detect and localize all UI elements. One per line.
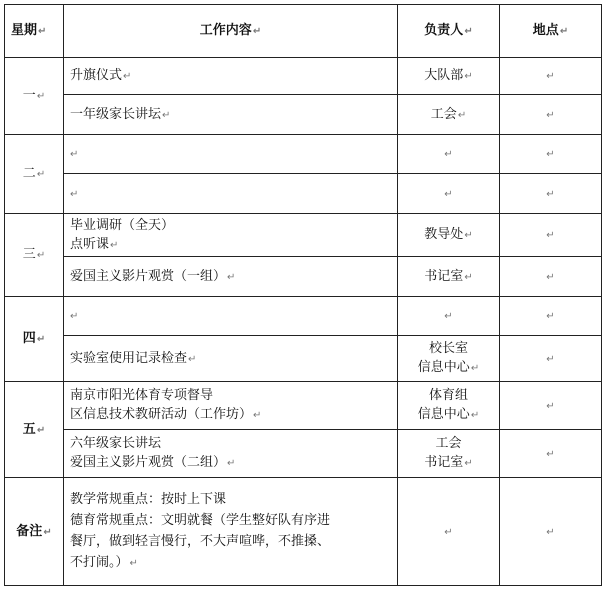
schedule-row [5,297,602,336]
header-content: 工作内容↵ [64,5,398,58]
person-line: 校长室 [428,341,468,356]
person-cell [398,430,500,478]
paragraph-mark: ↵ [162,109,171,121]
content-line: 升旗仪式↵ [70,68,132,83]
content-line: 区信息技术教研活动（工作坊）↵ [70,407,262,422]
schedule-row [5,430,602,478]
person-cell [398,174,500,214]
notes-label: 备注 [16,523,43,539]
paragraph-mark: ↵ [36,424,46,436]
paragraph-mark: ↵ [110,239,119,251]
schedule-row [5,135,602,174]
weekday-cell [5,214,64,297]
paragraph-mark: ↵ [253,410,262,421]
content-cell [64,174,398,214]
paragraph-mark: ↵ [123,71,132,82]
paragraph-mark: ↵ [227,271,236,283]
empty-cell-mark: ↵ [546,271,555,283]
empty-cell-mark: ↵ [546,526,555,538]
header-person: 负责人↵ [398,5,500,58]
person-cell [398,95,500,135]
person-line: 体育组 [428,388,468,403]
paragraph-mark: ↵ [464,458,473,469]
notes-line: 餐厅，做到轻言慢行，不大声喧哗，不推搡、 [70,534,331,549]
person-cell [398,135,500,174]
place-cell [500,430,602,478]
notes-row [5,478,602,586]
weekday-cell [5,297,64,382]
content-line: 爱国主义影片观赏（二组）↵ [70,455,236,470]
notes-line: 德育常规重点：文明就餐（学生整好队有序进 [70,513,331,528]
paragraph-mark: ↵ [457,109,467,121]
person-line: 大队部↵ [424,68,473,83]
paragraph-mark: ↵ [464,230,473,241]
person-cell [398,382,500,430]
empty-cell-mark: ↵ [546,188,555,200]
empty-cell-mark: ↵ [444,311,453,322]
person-cell [398,257,500,297]
empty-cell-mark: ↵ [546,400,555,412]
schedule-row [5,336,602,382]
paragraph-mark: ↵ [36,250,46,261]
person-line: 工会↵ [430,106,467,122]
person-line: 教导处↵ [424,227,473,242]
empty-cell-mark: ↵ [546,230,555,241]
weekday-cell [5,382,64,478]
notes-content-cell [64,478,398,586]
empty-cell-mark: ↵ [70,149,79,160]
paragraph-mark: ↵ [36,91,46,102]
place-cell [500,257,602,297]
paragraph-mark: ↵ [470,363,480,374]
content-cell [64,95,398,135]
content-cell [64,257,398,297]
weekday-cell [5,135,64,214]
paragraph-mark: ↵ [43,526,52,538]
paragraph-mark: ↵ [129,558,138,569]
header-row [5,5,602,58]
paragraph-mark: ↵ [227,458,236,469]
person-line: 信息中心↵ [417,360,480,375]
schedule-row [5,58,602,95]
content-line: 点听课↵ [70,236,119,252]
weekly-schedule-table [4,4,602,586]
person-line: 书记室↵ [424,455,473,470]
schedule-row [5,174,602,214]
person-cell [398,214,500,257]
empty-cell-mark: ↵ [546,448,555,460]
person-line: 信息中心↵ [417,407,480,422]
empty-cell-mark: ↵ [546,149,555,160]
place-cell [500,336,602,382]
weekday-label: 四 [22,331,36,346]
place-cell [500,382,602,430]
notes-label-cell [5,478,64,586]
person-line: 工会 [435,436,462,451]
paragraph-mark: ↵ [188,353,197,365]
content-cell [64,58,398,95]
weekday-label: 二 [22,166,36,181]
content-cell [64,336,398,382]
empty-cell-mark: ↵ [546,311,555,322]
paragraph-mark: ↵ [36,169,46,180]
person-cell [398,58,500,95]
schedule-row [5,95,602,135]
content-line: 毕业调研（全天） [70,217,175,233]
content-line: 六年级家长讲坛 [70,436,162,451]
paragraph-mark: ↵ [464,71,473,82]
empty-cell-mark: ↵ [546,71,555,82]
place-cell [500,58,602,95]
place-cell [500,135,602,174]
content-cell [64,297,398,336]
schedule-row [5,214,602,257]
empty-cell-mark: ↵ [444,149,453,160]
empty-cell-mark: ↵ [546,353,555,365]
content-cell [64,135,398,174]
content-line: 南京市阳光体育专项督导 [70,388,214,403]
content-line: 一年级家长讲坛↵ [70,106,171,122]
content-cell [64,430,398,478]
person-cell [398,297,500,336]
content-cell [64,214,398,257]
empty-cell-mark: ↵ [444,526,453,538]
notes-line: 不打闹。）↵ [70,555,138,570]
notes-place-cell [500,478,602,586]
header-day: 星期↵ [5,5,64,58]
empty-cell-mark: ↵ [546,109,555,121]
empty-cell-mark: ↵ [70,311,79,322]
person-cell [398,336,500,382]
notes-person-cell [398,478,500,586]
weekday-cell [5,58,64,135]
weekday-label: 一 [22,88,36,103]
person-line: 书记室↵ [424,268,473,284]
paragraph-mark: ↵ [470,410,480,421]
paragraph-mark: ↵ [464,271,473,283]
notes-line: 教学常规重点：按时上下课 [70,492,227,507]
content-cell [64,382,398,430]
content-line: 爱国主义影片观赏（一组）↵ [70,268,236,284]
place-cell [500,297,602,336]
schedule-row [5,257,602,297]
weekday-label: 三 [22,247,36,262]
header-place: 地点↵ [500,5,602,58]
place-cell [500,174,602,214]
weekday-label: 五 [22,421,36,437]
content-line: 实验室使用记录检查↵ [70,350,197,366]
place-cell [500,214,602,257]
schedule-row [5,382,602,430]
schedule-body [5,58,602,586]
empty-cell-mark: ↵ [70,188,79,200]
empty-cell-mark: ↵ [444,188,453,200]
paragraph-mark: ↵ [36,334,46,345]
place-cell [500,95,602,135]
